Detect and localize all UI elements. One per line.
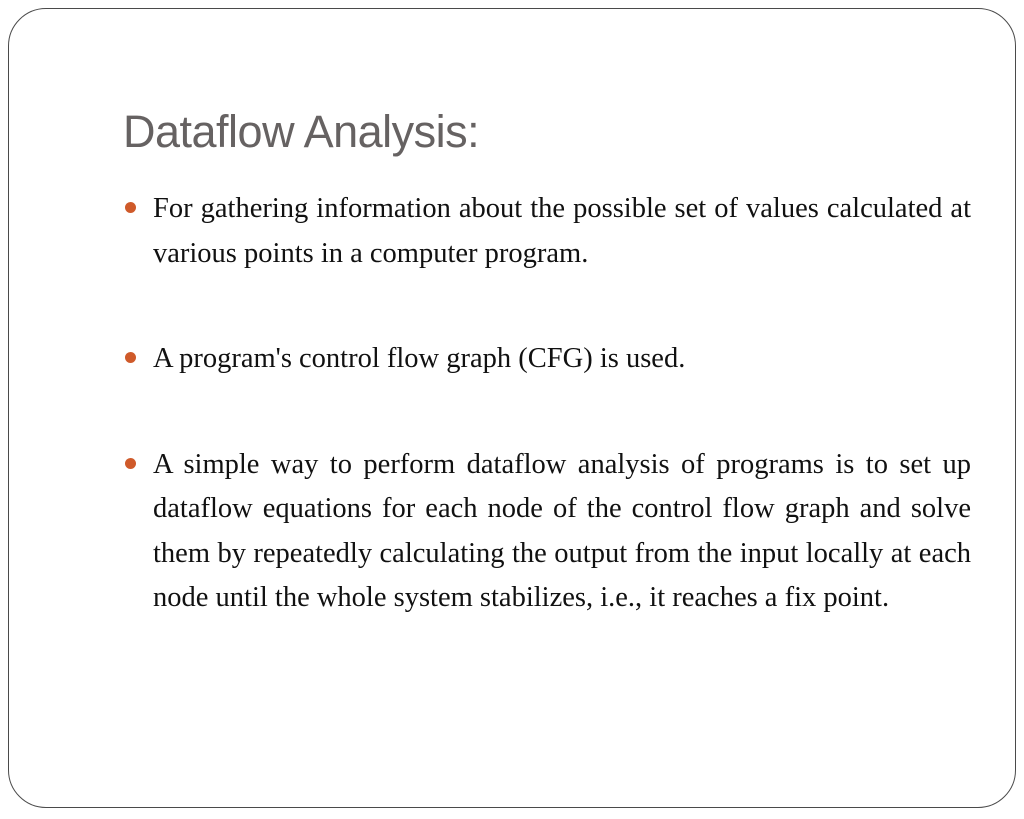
- bullet-dot-icon: [125, 458, 136, 469]
- bullet-text: For gathering information about the possible set of values calculated at various points in a computer program.: [153, 193, 971, 269]
- bullet-item: [153, 443, 971, 621]
- bullet-item: [153, 337, 971, 382]
- bullet-dot-icon: [125, 202, 136, 213]
- bullet-text: A program's control flow graph (CFG) is used.: [153, 343, 686, 374]
- bullet-text: A simple way to perform dataflow analysis of programs is to set up dataflow equations for each node of the control flow graph and solve them by repeatedly calculating the output from the input locally at each node until the whole system stabilizes, i.e., it reaches a fix point.: [153, 448, 971, 613]
- slide: [8, 8, 1016, 808]
- bullet-list: [153, 187, 971, 621]
- slide-title: Dataflow Analysis:: [123, 106, 480, 157]
- bullet-dot-icon: [125, 352, 136, 363]
- bullet-item: [153, 187, 971, 276]
